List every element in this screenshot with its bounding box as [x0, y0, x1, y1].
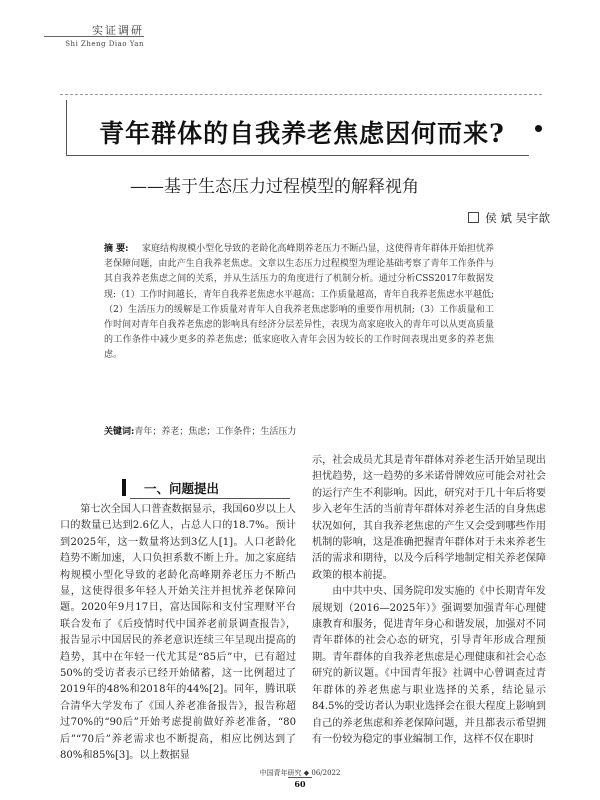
authors: 侯 斌 吴宇歆 [485, 211, 550, 225]
body-paragraph: 由中共中央、国务院印发实施的《中长期青年发展规划（2016—2025年）》强调要加强青年心理健康教育和服务，促进青年身心和谐发展，加强对不同青年群体的社会心态的研究，引导青年形成合理预期。青年群体的自我养老焦虑是心理健康和社会心态研究的新议题。《中国青年报》社调中心曾调查过青年群体的养老焦虑与职业选择的关系，结论显示84.5%的受访者认为职业选择会在很大程度上影响到自己的养老焦虑和养老保障问题，并且都表示希望拥有一份较为稳定的事业编制工作，这样不仅在职时 [312, 586, 546, 745]
header-dashed-divider [60, 94, 542, 95]
page-number: 60 [288, 777, 312, 789]
header-rule [44, 36, 144, 37]
section-heading-bar [122, 479, 126, 496]
section-heading [122, 476, 290, 498]
body-paragraph: 示，社会成员尤其是青年群体对养老生活开始呈现出担忧趋势，这一趋势的多米诺骨牌效应可能会对社会的运行产生不利影响。因此，研究对于几十年后将要步入老年生活的当前青年群体对养老生活的自身焦虑状况如何，其自我养老焦虑的产生又会受到哪些作用机制的影响，这是准确把握青年群体对于未来养老生活的需求和期待，以及今后科学地制定相关养老保障政策的根本前提。 [312, 455, 546, 581]
keywords-text: 青年；养老；焦虑；工作条件；生活压力 [134, 427, 297, 437]
author-line [370, 210, 550, 226]
article-title: 青年群体的自我养老焦虑因何而来? [99, 119, 505, 148]
abstract [104, 242, 494, 364]
section-category-title: 实证调研 [92, 24, 144, 37]
running-header [44, 22, 144, 48]
body-paragraph: 第七次全国人口普查数据显示，我国60岁以上人口的数量已达到2.6亿人，占总人口的18.7%。预计到2025年，这一数量将达到3亿人[1]。人口老龄化趋势不断加速，人口负担系数不断上升。加之家庭结构规模小型化导致的老龄化高峰期养老压力不断凸显，这使得很多年轻人开始关注并担忧养老保障问题。2020年9月17日，富达国际和支付宝理财平台联合发布了《后疫情时代中国养老前景调查报告》，报告显示中国居民的养老意识连续三年呈现出提高的趋势，其中在年轻一代尤其是“85后”中，已有超过50%的受访者表示已经开始储蓄，这一比例超过了2019年的48%和2018年的44%[2]。同年，腾讯联合清华大学发布了《国人养老准备报告》，报告称超过70%的“90后”开始考虑提前做好养老准备，“80后”“70后”养老需求也不断提高，相应比例达到了80%和85%[3]。以上数据显 [60, 504, 296, 762]
abstract-label: 摘 要: [104, 244, 129, 254]
article-subtitle: ——基于生态压力过程模型的解释视角 [130, 177, 419, 197]
section-heading-text: 一、问题提出 [144, 481, 220, 496]
author-box-icon [468, 212, 479, 223]
journal-footer: 中国青年研究 ◆ 06/2022 [259, 769, 341, 777]
body-column-left [60, 502, 296, 765]
abstract-text: 家庭结构规模小型化导致的老龄化高峰期养老压力不断凸显，这使得青年群体开始担忧养老保障问题，由此产生自我养老焦虑。文章以生态压力过程模型为理论基础考察了青年工作条件与其自我养老焦虑之间的关系，并从生活压力的角度进行了机制分析。通过分析CSS2017年数据发现:（1）工作时间越长，青年自我养老焦虑水平越高；工作质量越高，青年自我养老焦虑水平越低;（2）生活压力的缓解是工作质量对青年人自我养老焦虑影响的重要作用机制;（3）工作质量和工作时间对青年自我养老焦虑的影响具有经济分层差异性，表现为高家庭收入的青年可以从更高质量的工作条件中减少更多的养老焦虑；低家庭收入青年会因为较长的工作时间表现出更多的养老焦虑。 [104, 244, 494, 361]
section-category-pinyin: Shi Zheng Diao Yan [65, 40, 144, 48]
keywords-label: 关键词: [104, 427, 135, 437]
section-heading-underline [130, 498, 290, 499]
title-bullet-dot [535, 125, 542, 132]
body-column-right [312, 453, 546, 748]
keywords [104, 424, 494, 437]
